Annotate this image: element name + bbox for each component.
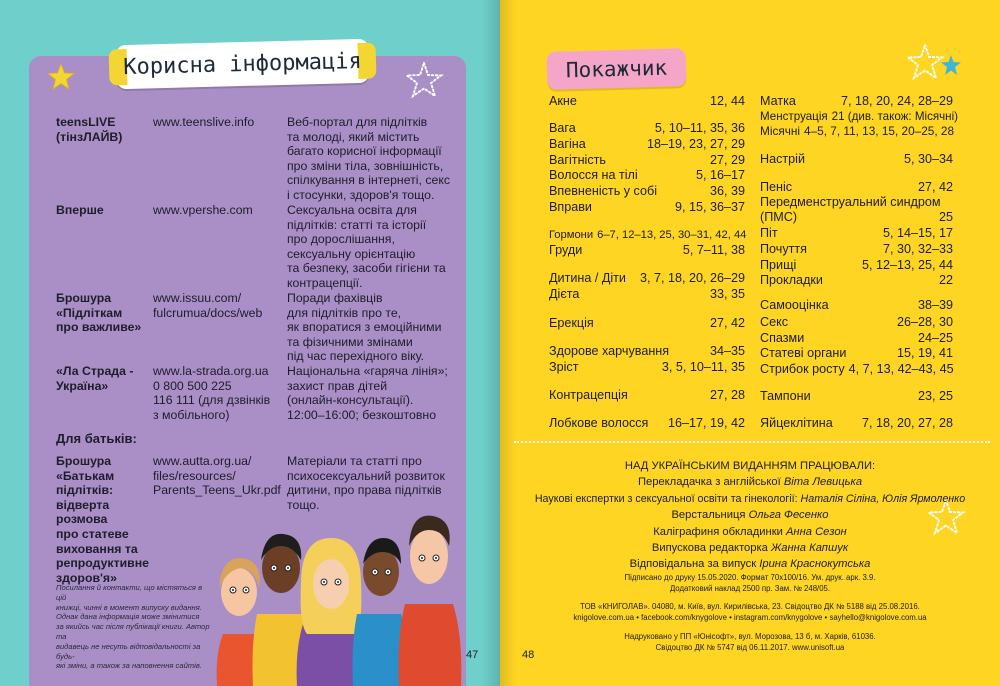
index-entry: Акне 12, 44 (549, 94, 745, 108)
teenagers-illustration (205, 484, 465, 686)
index-entry: Впевненість у собі 36, 39 (549, 184, 745, 198)
index-entry: Волосся на тілі 5, 16–17 (549, 168, 745, 182)
section-divider (514, 441, 990, 443)
blue-star-icon (940, 54, 962, 76)
resource-name: teensLIVE (тінзЛАЙВ) (56, 115, 123, 144)
index-title: Покажчик (565, 55, 668, 83)
resource-description: Матеріали та статті про психосексуальний розвиток дитини, про права підлітків тощо. (287, 454, 445, 512)
credit-line: Каліграфиня обкладинки Анна Сезон (653, 525, 847, 538)
page-number: 47 (466, 649, 479, 661)
resource-link[interactable]: www.la-strada.org.ua 0 800 500 225 116 111 (для дзвінків з мобільного) (153, 364, 271, 422)
resource-link[interactable]: www.vpershe.com (153, 203, 253, 217)
dotted-star-icon (905, 42, 945, 82)
index-entry: Прокладки 22 (760, 273, 953, 287)
index-entry: Прищі 5, 12–13, 25, 44 (760, 258, 953, 272)
yellow-star-icon (46, 62, 76, 92)
index-entry: (ПМС) 25 (760, 210, 953, 224)
index-entry: Менструація 21 (див. також: Місячні) (760, 110, 959, 123)
publisher-info: ТОВ «КНИГОЛАВ». 04080, м. Київ, вул. Кирилівська, 23. Свідоцтво ДК № 5188 від 25.08.2016. knigolove.com.ua • facebook.com/knygolove • instagram.com/knygolove • sayhello@knigolove.com.ua (573, 602, 927, 622)
index-entry: Місячні 4–5, 7, 11, 13, 15, 20–25, 28 (760, 124, 955, 138)
resource-name: Вперше (56, 203, 104, 217)
index-entry: Здорове харчування 34–35 (549, 344, 745, 358)
index-entry: Вагіна 18–19, 23, 27, 29 (549, 137, 745, 151)
index-entry: Дієта 33, 35 (549, 287, 745, 301)
credit-line: Наукові експертки з сексуальної освіти та гінекології: Наталія Сіліна, Юлія Ярмоленко (534, 492, 966, 505)
index-entry: Вагітність 27, 29 (549, 153, 745, 167)
page-title: Корисна інформація (122, 48, 362, 80)
index-entry: Зріст 3, 5, 10–11, 35 (549, 360, 745, 374)
dotted-star-icon (404, 60, 444, 100)
page-gutter-shadow (482, 0, 500, 686)
credit-line: Верстальниця Ольга Фесенко (671, 509, 829, 522)
credits-block (500, 458, 1000, 573)
index-entry: Дитина / Діти 3, 7, 18, 20, 26–29 (549, 271, 745, 285)
resource-link[interactable]: www.autta.org.ua/ files/resources/ Parents_Teens_Ukr.pdf (153, 454, 281, 498)
index-entry: Самооцінка 38–39 (760, 298, 953, 312)
index-entry: Пеніс 27, 42 (760, 180, 953, 194)
resource-link[interactable]: www.issuu.com/ fulcrumua/docs/web (153, 291, 263, 320)
index-entry: Гормони 6–7, 12–13, 25, 30–31, 42, 44 (549, 229, 747, 241)
printer-info: Надруковано у ПП «Юнісофт», вул. Морозова, 13 б, м. Харків, 61036. Свідоцтво ДК № 5747 від 06.11.2017. www.unisoft.ua (624, 632, 876, 652)
credit-line: Відповідальна за випуск Ірина Краснокутська (629, 558, 871, 571)
right-page (500, 0, 1000, 686)
resource-link[interactable]: www.teenslive.info (153, 115, 255, 129)
index-entry: Настрій 5, 30–34 (760, 152, 953, 166)
resource-name: Брошура «Підліткам про важливе» (56, 291, 142, 335)
index-entry: Передменструальний синдром (760, 195, 941, 209)
resource-description: Національна «гаряча лінія»; захист прав дітей (онлайн-консультації). 12:00–16:00; безкоштовно (287, 364, 448, 422)
index-entry: Вправи 9, 15, 36–37 (549, 200, 745, 214)
index-entry: Статеві органи 15, 19, 41 (760, 346, 953, 360)
page-number: 48 (522, 649, 535, 661)
resource-description: Сексуальна освіта для підлітків: статті та історії про дорослішання, сексуальну орієнтацію та безпеку, засоби гігієни та контрацепції. (287, 203, 446, 290)
index-entry: Спазми 24–25 (760, 331, 953, 345)
index-title-banner (547, 48, 687, 90)
disclaimer-note: Посилання й контакти, що містяться в цій книжці, чинні в момент випуску видання. Однак дана інформація може змінитися за якийсь час після публікації книги. Автор та видавець не несуть відповідальності за будь- які зміни, а також за наповнення сайтів. (56, 583, 210, 671)
print-info: Підписано до друку 15.05.2020. Формат 70х100/16. Ум. друк. арк. 3.9. Додатковий наклад 2500 пр. Зам. № 248/05. (624, 573, 876, 593)
index-entry: Піт 5, 14–15, 17 (760, 226, 953, 240)
index-entry: Ерекція 27, 42 (549, 316, 745, 330)
index-entry: Груди 5, 7–11, 38 (549, 243, 745, 257)
resource-description: Веб-портал для підлітків та молоді, який містить багато корисної інформації про зміни тіла, зовнішність, спілкування в інтернеті, секс і стосунки, здоров'я тощо. (287, 115, 450, 202)
for-parents-heading: Для батьків: (56, 431, 137, 446)
title-banner (115, 39, 369, 90)
credit-line: Перекладачка з англійської Віта Левицька (637, 476, 863, 489)
index-entry: Тампони 23, 25 (760, 389, 953, 403)
index-entry: Лобкове волосся 16–17, 19, 42 (549, 416, 745, 430)
index-entry: Секс 26–28, 30 (760, 315, 953, 329)
index-entry: Контрацепція 27, 28 (549, 388, 745, 402)
index-entry: Яйцеклітина 7, 18, 20, 27, 28 (760, 416, 953, 430)
index-entry: Матка 7, 18, 20, 24, 28–29 (760, 94, 953, 108)
index-entry: Стрибок росту 4, 7, 13, 42–43, 45 (760, 362, 954, 376)
resource-name: Брошура «Батькам підлітків: відверта розмова про статеве виховання та репродуктивне здоров'я» (56, 454, 149, 585)
index-entry: Вага 5, 10–11, 35, 36 (549, 121, 745, 135)
credits-heading: НАД УКРАЇНСЬКИМ ВИДАННЯМ ПРАЦЮВАЛИ: (624, 460, 876, 472)
resource-description: Поради фахівців для підлітків про те, як впоратися з емоційними та фізичними змінами під час перехідного віку. (287, 291, 442, 364)
credit-line: Випускова редакторка Жанна Капшук (651, 542, 849, 555)
resource-name: «Ла Страда - Україна» (56, 364, 134, 393)
index-entry: Почуття 7, 30, 32–33 (760, 242, 953, 256)
